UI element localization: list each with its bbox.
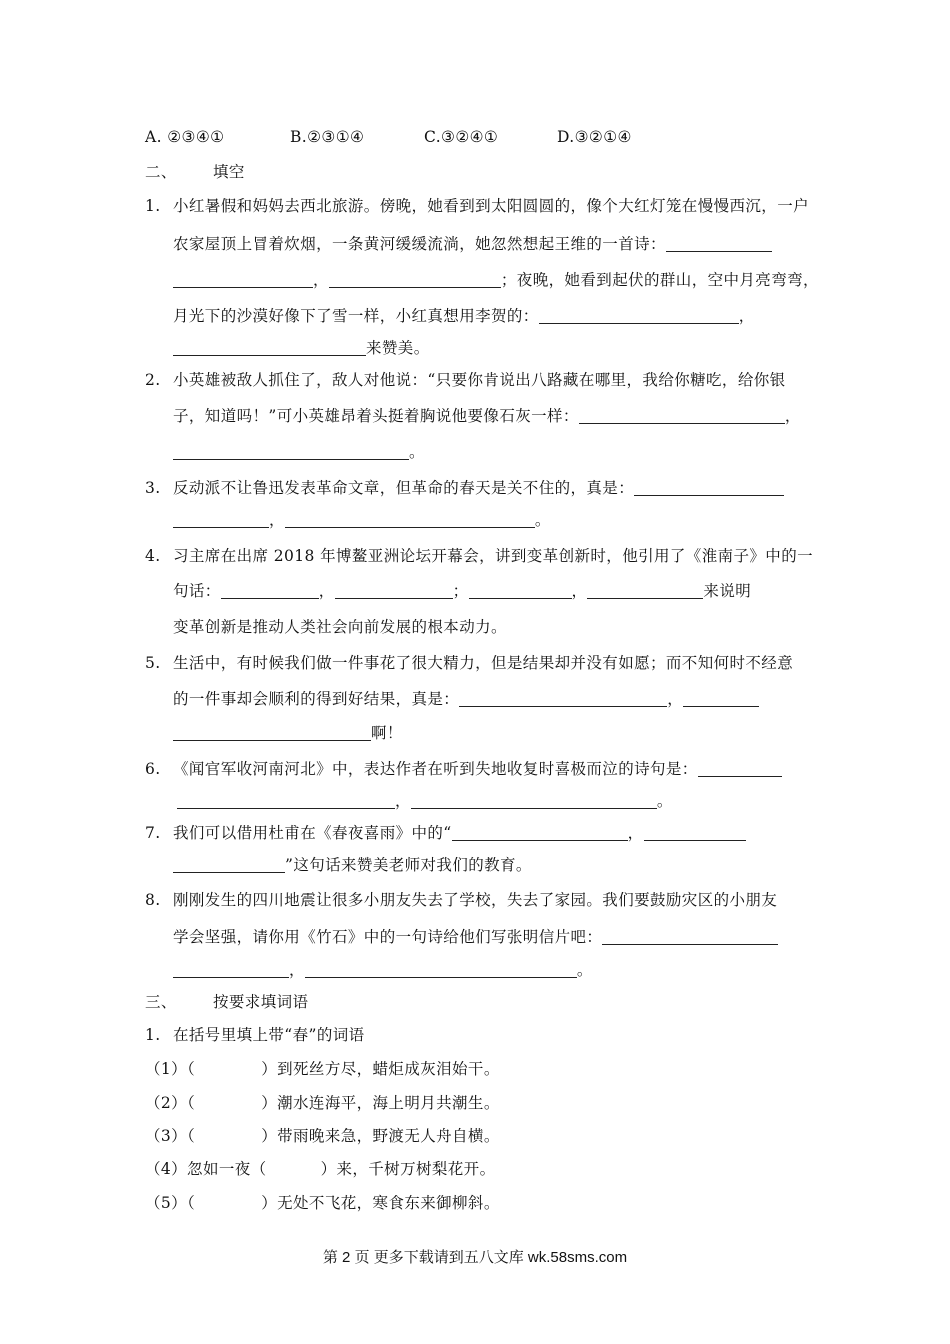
- question-text: 《闻官军收河南河北》中，表达作者在听到失地收复时喜极而泣的诗句是：: [173, 759, 782, 779]
- answer-blank[interactable]: [698, 760, 782, 777]
- question-text: ， 。: [173, 960, 593, 980]
- question-text: 在括号里填上带“春”的词语: [173, 1026, 365, 1044]
- question-number: 2.: [145, 371, 161, 389]
- answer-blank[interactable]: [173, 443, 409, 460]
- section-title: 填空: [213, 163, 245, 181]
- question-text: ， 。: [173, 510, 551, 530]
- question-text: 反动派不让鲁迅发表革命文章，但革命的春天是关不住的，真是：: [173, 478, 784, 498]
- answer-blank[interactable]: [173, 961, 289, 978]
- answer-blank[interactable]: [173, 724, 371, 741]
- question-text: 句话： ， ； ， 来说明: [173, 582, 752, 600]
- answer-blank[interactable]: [173, 856, 285, 873]
- question-number: 4.: [145, 547, 161, 565]
- answer-blank[interactable]: [335, 582, 453, 599]
- answer-blank[interactable]: [173, 511, 269, 528]
- fill-item: （4）忽如一夜（ ）来，千树万树梨花开。: [145, 1160, 496, 1178]
- answer-blank[interactable]: [221, 582, 319, 599]
- section-title: 按要求填词语: [213, 993, 309, 1011]
- question-text: 学会坚强，请你用《竹石》中的一句诗给他们写张明信片吧：: [173, 927, 778, 947]
- answer-blank[interactable]: [683, 690, 759, 707]
- question-text: 子，知道吗！”可小英雄昂着头挺着胸说他要像石灰一样： ，: [173, 407, 801, 425]
- fill-item: （3）（ ）带雨晚来急，野渡无人舟自横。: [145, 1127, 500, 1145]
- fill-item: （2）（ ）潮水连海平，海上明月共潮生。: [145, 1094, 500, 1112]
- question-text: 小英雄被敌人抓住了，敌人对他说：“只要你肯说出八路藏在哪里，我给你糖吃，给你银: [173, 371, 786, 389]
- section-number: 二、: [145, 163, 177, 181]
- question-text: 的一件事却会顺利的得到好结果，真是： ，: [173, 689, 759, 709]
- answer-blank[interactable]: [173, 339, 366, 356]
- answer-blank[interactable]: [666, 235, 772, 252]
- question-text: 习主席在出席 2018 年博鳌亚洲论坛开幕会，讲到变革创新时，他引用了《淮南子》中的一: [173, 547, 814, 565]
- answer-blank[interactable]: [305, 961, 577, 978]
- option-a: A. ②③④①: [145, 128, 225, 146]
- fill-item: （1）（ ）到死丝方尽，蜡炬成灰泪始干。: [145, 1060, 500, 1078]
- question-number: 1.: [145, 197, 161, 215]
- question-text: ， ；夜晚，她看到起伏的群山，空中月亮弯弯，: [173, 270, 819, 290]
- section-number: 三、: [145, 993, 177, 1011]
- answer-blank[interactable]: [579, 407, 785, 424]
- answer-blank[interactable]: [452, 824, 628, 841]
- question-text: 来赞美。: [173, 338, 430, 358]
- page-footer: 第 2 页 更多下载请到五八文库 wk.58sms.com: [322, 1249, 628, 1266]
- answer-blank[interactable]: [329, 271, 501, 288]
- answer-blank[interactable]: [644, 824, 746, 841]
- option-c: C.③②④①: [424, 128, 499, 146]
- answer-blank[interactable]: [602, 928, 778, 945]
- option-d: D.③②①④: [557, 128, 632, 146]
- question-text: 小红暑假和妈妈去西北旅游。傍晚，她看到到太阳圆圆的，像个大红灯笼在慢慢西沉，一户: [173, 197, 810, 215]
- question-text: 我们可以借用杜甫在《春夜喜雨》中的“ ，: [173, 823, 746, 843]
- question-text: ， 。: [177, 791, 673, 811]
- answer-blank[interactable]: [177, 792, 395, 809]
- question-number: 1.: [145, 1026, 161, 1044]
- answer-blank[interactable]: [469, 582, 572, 599]
- answer-blank[interactable]: [173, 271, 313, 288]
- question-text: 变革创新是推动人类社会向前发展的根本动力。: [173, 618, 507, 636]
- question-number: 3.: [145, 479, 161, 497]
- fill-item: （5）（ ）无处不飞花，寒食东来御柳斜。: [145, 1194, 500, 1212]
- question-number: 8.: [145, 891, 161, 909]
- question-text: 啊！: [173, 723, 403, 743]
- option-b: B.②③①④: [290, 128, 365, 146]
- question-text: 月光下的沙漠好像下了雪一样，小红真想用李贺的： ，: [173, 307, 755, 325]
- answer-blank[interactable]: [587, 582, 703, 599]
- answer-blank[interactable]: [634, 479, 784, 496]
- answer-blank[interactable]: [539, 307, 739, 324]
- answer-blank[interactable]: [459, 690, 667, 707]
- question-number: 6.: [145, 760, 161, 778]
- question-text: 。: [173, 442, 425, 462]
- question-number: 5.: [145, 654, 161, 672]
- answer-blank[interactable]: [285, 511, 535, 528]
- question-text: 农家屋顶上冒着炊烟，一条黄河缓缓流淌，她忽然想起王维的一首诗：: [173, 234, 772, 254]
- question-number: 7.: [145, 824, 161, 842]
- question-text: 刚刚发生的四川地震让很多小朋友失去了学校，失去了家园。我们要鼓励灾区的小朋友: [173, 891, 778, 909]
- question-text: ”这句话来赞美老师对我们的教育。: [173, 855, 532, 875]
- question-text: 生活中，有时候我们做一件事花了很大精力，但是结果却并没有如愿；而不知何时不经意: [173, 654, 794, 672]
- answer-blank[interactable]: [411, 792, 657, 809]
